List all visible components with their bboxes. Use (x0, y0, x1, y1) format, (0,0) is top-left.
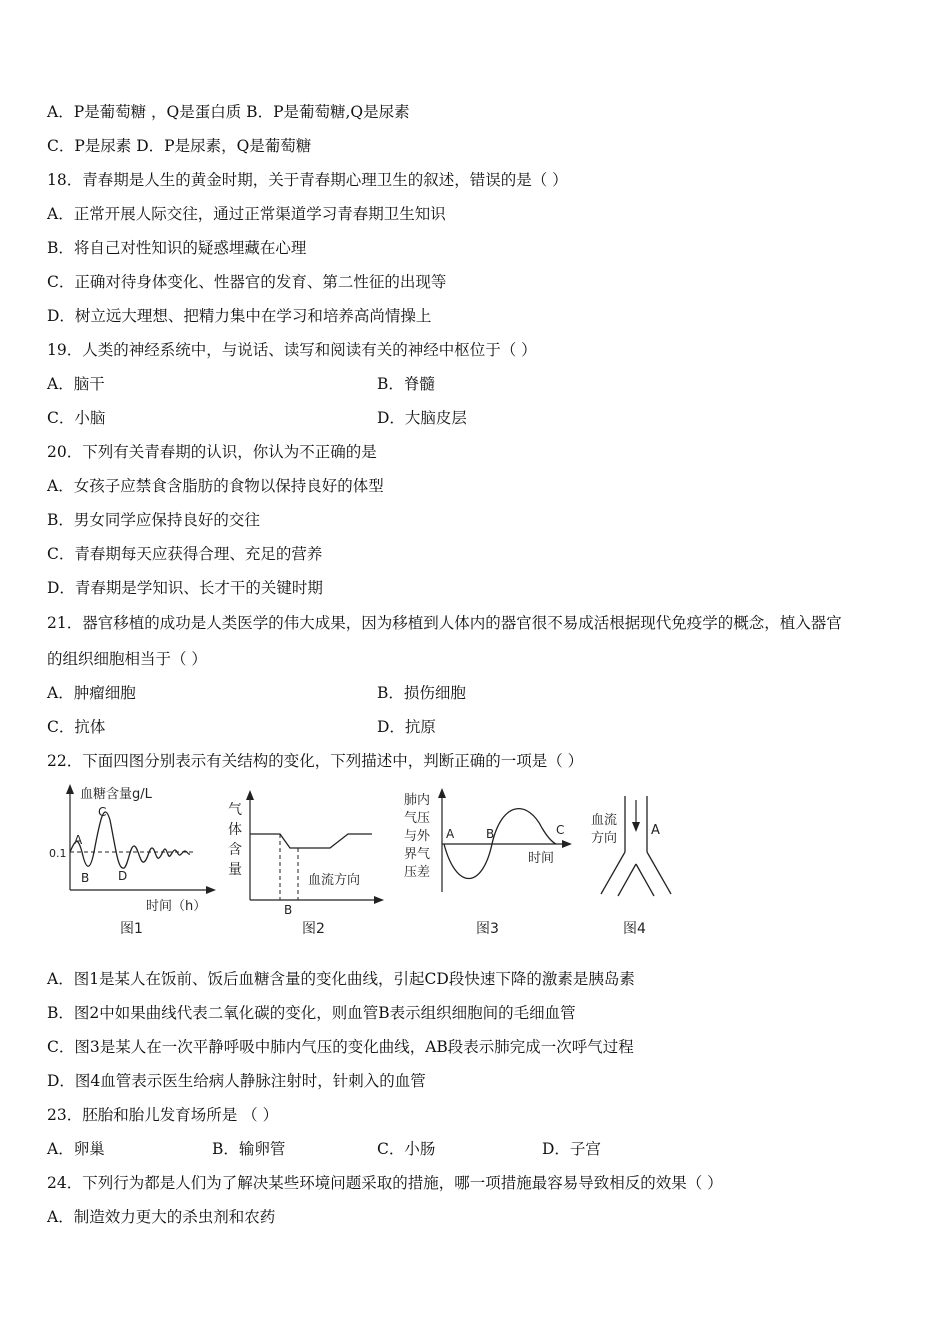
fig3-ylabel-4: 界气 (404, 847, 431, 862)
figure-1 (48, 780, 218, 944)
q19-option-b: B．脊髓 (377, 375, 435, 393)
fig3-caption: 图3 (476, 921, 499, 937)
fig3-ylabel-2: 气压 (404, 811, 431, 826)
fig1-caption: 图1 (120, 921, 143, 937)
q21-option-a: A．肿瘤细胞 (47, 684, 136, 702)
q24-option-a: A．制造效力更大的杀虫剂和农药 (47, 1208, 276, 1226)
q18-option-a: A．正常开展人际交往，通过正常渠道学习青春期卫生知识 (47, 205, 446, 223)
q18-option-b: B．将自己对性知识的疑惑埋藏在心理 (47, 239, 307, 257)
q22-option-b: B．图2中如果曲线代表二氧化碳的变化，则血管B表示组织细胞间的毛细血管 (47, 1004, 576, 1022)
q21-options-row1 (47, 683, 466, 703)
gas-curve (250, 834, 372, 848)
figure-3 (400, 780, 580, 944)
fig2-flow-label: 血流方向 (308, 873, 361, 888)
fig3-point-a: A (446, 827, 455, 841)
fig3-ylabel-5: 压差 (404, 865, 431, 880)
fig1-ylabel: 血糖含量g/L (80, 787, 152, 802)
q22-option-a: A．图1是某人在饭前、饭后血糖含量的变化曲线，引起CD段快速下降的激素是胰岛素 (47, 970, 635, 988)
fig3-point-c: C (556, 823, 565, 837)
fig4-caption: 图4 (623, 921, 646, 937)
fig2-caption: 图2 (302, 921, 325, 937)
q21-option-b: B．损伤细胞 (377, 684, 466, 702)
fig1-point-b: B (81, 871, 90, 885)
fig3-ylabel-3: 与外 (404, 829, 431, 844)
q23-option-a: A．卵巢 (47, 1140, 105, 1158)
q19-option-d: D．大脑皮层 (377, 409, 467, 427)
question-19: 19．人类的神经系统中，与说话、读写和阅读有关的神经中枢位于（ ） (47, 341, 537, 359)
q20-option-a: A．女孩子应禁食含脂肪的食物以保持良好的体型 (47, 477, 384, 495)
question-24: 24．下列行为都是人们为了解决某些环境问题采取的措施，哪一项措施最容易导致相反的效果（ ） (47, 1174, 723, 1192)
fig3-point-b: B (486, 827, 495, 841)
q23-option-d: D．子宫 (542, 1140, 601, 1158)
q19-options-row2 (47, 408, 467, 428)
q21-option-d: D．抗原 (377, 718, 436, 736)
q22-option-d: D．图4血管表示医生给病人静脉注射时，针刺入的血管 (47, 1072, 426, 1090)
fig1-point-d: D (118, 869, 128, 883)
question-18: 18．青春期是人生的黄金时期，关于青春期心理卫生的叙述，错误的是（ ） (47, 171, 568, 189)
fig4-flow-1: 血流 (591, 813, 618, 828)
q20-option-b: B．男女同学应保持良好的交往 (47, 511, 260, 529)
q21-option-c: C．抗体 (47, 718, 106, 736)
fig1-point-c: C (98, 805, 107, 819)
fig2-ylabel-3: 含 (228, 842, 242, 858)
fig4-point-a: A (651, 823, 660, 838)
gas-content-chart (222, 780, 392, 940)
blood-sugar-curve (70, 812, 190, 868)
fig2-ylabel-2: 体 (228, 822, 242, 838)
q20-option-c: C．青春期每天应获得合理、充足的营养 (47, 545, 323, 563)
blood-vessel-diagram (585, 780, 695, 940)
fig2-ylabel-1: 气 (228, 802, 242, 818)
question-20: 20．下列有关青春期的认识，你认为不正确的是 (47, 443, 377, 461)
q22-option-c: C．图3是某人在一次平静呼吸中肺内气压的变化曲线，AB段表示肺完成一次呼气过程 (47, 1038, 634, 1056)
lung-pressure-chart (400, 780, 580, 940)
q19-option-c: C．小脑 (47, 409, 106, 427)
question-22: 22．下面四图分别表示有关结构的变化，下列描述中，判断正确的一项是（ ） (47, 752, 584, 770)
fig1-y-tick: 0.1 (49, 847, 67, 860)
q23-option-c: C．小肠 (377, 1140, 436, 1158)
question-21-cont: 的组织细胞相当于（ ） (47, 650, 207, 668)
fig2-ylabel-4: 量 (228, 862, 242, 878)
blood-sugar-chart (48, 780, 218, 940)
figure-2 (222, 780, 392, 944)
fig3-ylabel-1: 肺内 (404, 793, 431, 808)
q23-option-b: B．输卵管 (212, 1140, 286, 1158)
q20-option-d: D．青春期是学知识、长才干的关键时期 (47, 579, 323, 597)
question-23: 23．胚胎和胎儿发育场所是 （ ） (47, 1106, 279, 1124)
fig1-point-a: A (74, 833, 83, 847)
figure-4 (585, 780, 695, 944)
q19-options-row1 (47, 374, 435, 394)
q18-option-c: C．正确对待身体变化、性器官的发育、第二性征的出现等 (47, 273, 447, 291)
q19-option-a: A．脑干 (47, 375, 105, 393)
fig3-xlabel: 时间 (528, 851, 555, 866)
option-line: C．P是尿素 D．P是尿素，Q是葡萄糖 (47, 137, 312, 155)
option-line: A．P是葡萄糖 ，Q是蛋白质 B．P是葡萄糖,Q是尿素 (47, 103, 410, 121)
fig4-flow-2: 方向 (591, 831, 618, 846)
q21-options-row2 (47, 717, 436, 737)
fig1-xlabel: 时间（h） (146, 899, 207, 914)
q18-option-d: D．树立远大理想、把精力集中在学习和培养高尚情操上 (47, 307, 432, 325)
fig2-point-b: B (284, 903, 293, 917)
question-21: 21．器官移植的成功是人类医学的伟大成果，因为移植到人体内的器官很不易成活根据现代免疫学的概念，植入器官 (47, 614, 842, 632)
